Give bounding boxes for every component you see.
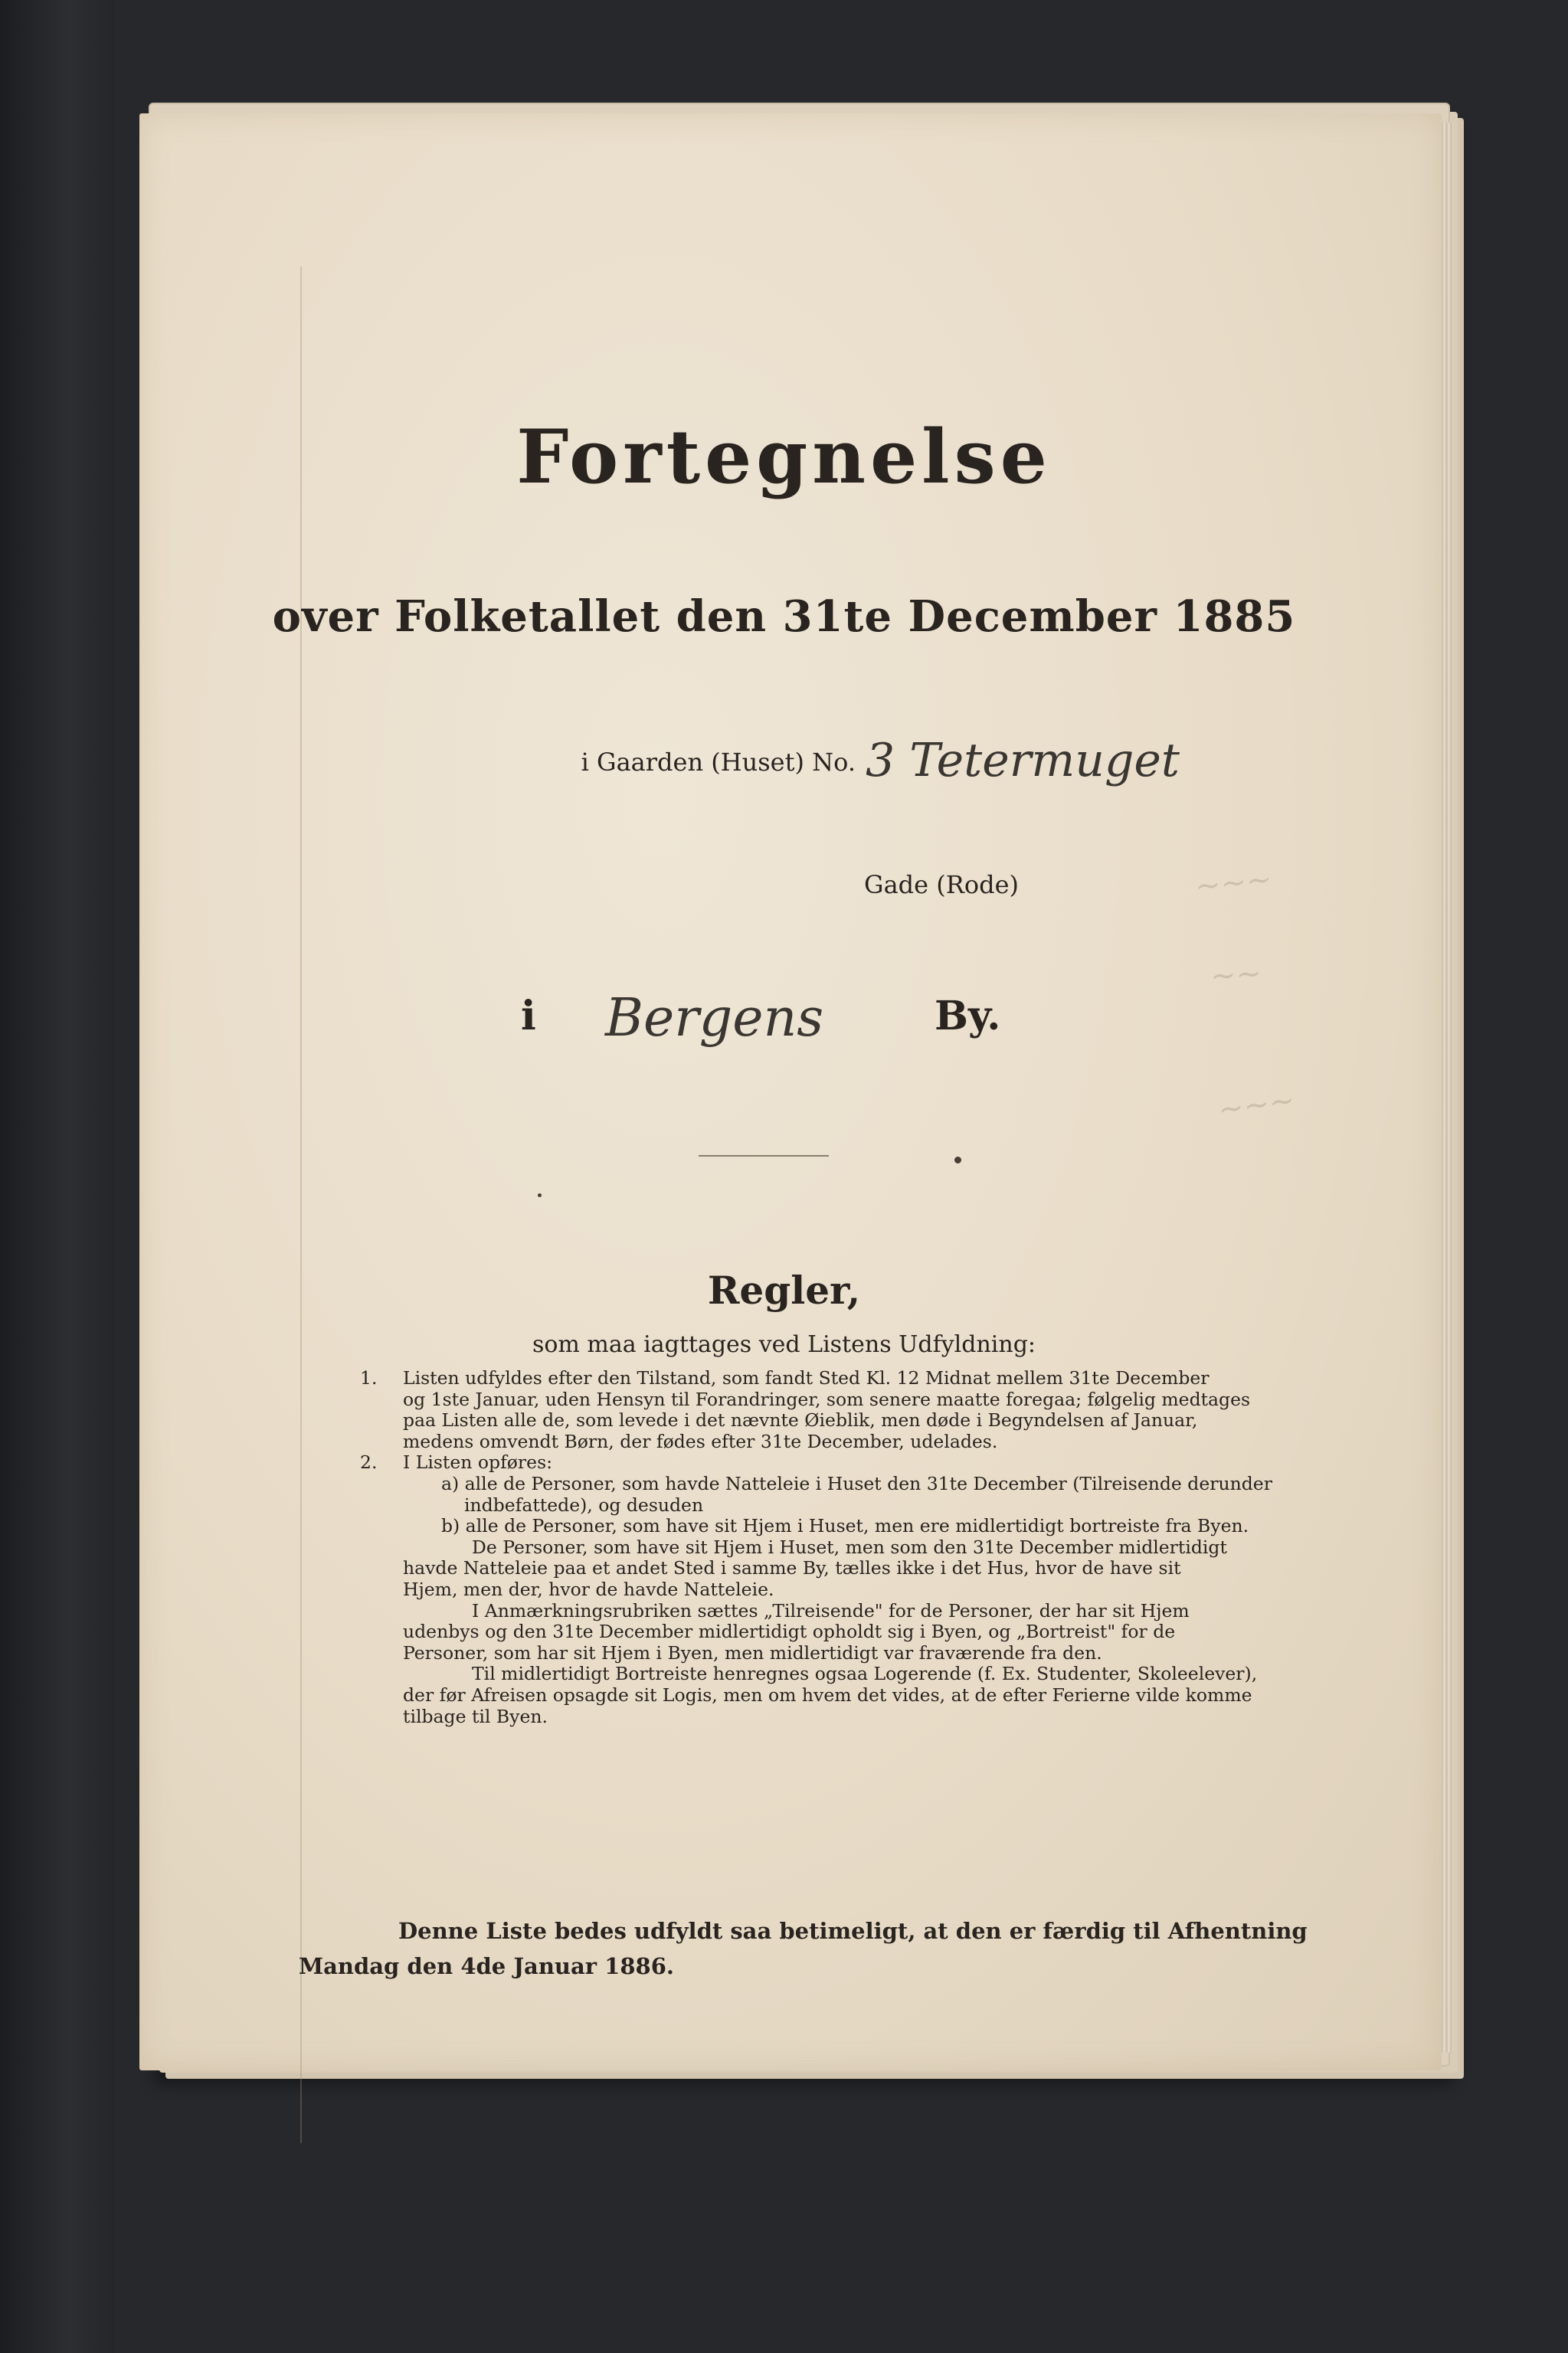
rule-line: og 1ste Januar, uden Hensyn til Forandringer, som senere maatte foregaa; følgelig medtages [403, 1388, 1251, 1410]
page-fold-line [300, 267, 302, 2143]
rule-line: a) alle de Personer, som havde Natteleie i Huset den 31te December (Tilreisende derunder [441, 1473, 1272, 1494]
gaard-handwritten-value: 3 Tetermuget [866, 734, 1180, 787]
gade-label: Gade (Rode) [864, 870, 1019, 899]
bleed-through-mark: ~~~ [1216, 1082, 1298, 1128]
closing-line-2: Mandag den 4de Januar 1886. [299, 1953, 674, 1979]
rule-line: medens omvendt Børn, der fødes efter 31te December, udelades. [403, 1430, 998, 1452]
rule-line: Personer, som har sit Hjem i Byen, men midlertidigt var fraværende fra den. [403, 1641, 1102, 1664]
section-divider [699, 1155, 829, 1157]
rule-line: der før Afreisen opsagde sit Logis, men om hvem det vides, at de efter Ferierne vilde komme [403, 1684, 1252, 1706]
rule-line: havde Natteleie paa et andet Sted i samme By, tælles ikke i det Hus, hvor de have sit [403, 1557, 1181, 1579]
rule-line: paa Listen alle de, som levede i det nævnte Øieblik, men døde i Begyndelsen af Januar, [403, 1409, 1198, 1432]
document-title: Fortegnelse [516, 414, 1052, 500]
rule-line: I Anmærkningsrubriken sættes „Tilreisende" for de Personer, der har sit Hjem [472, 1599, 1190, 1622]
rule-line: indbefattede), og desuden [464, 1494, 704, 1516]
rule-line: Til midlertidigt Bortreiste henregnes ogsaa Logerende (f. Ex. Studenter, Skoleelever), [472, 1663, 1258, 1685]
gaard-label: i Gaarden (Huset) No. [581, 748, 856, 777]
rule-line: tilbage til Byen. [403, 1705, 548, 1727]
rule-line: De Personer, som have sit Hjem i Huset, men som den 31te December midlertidigt [472, 1536, 1227, 1558]
binder-background [0, 0, 115, 2353]
rule-line: Hjem, men der, hvor de havde Natteleie. [403, 1579, 774, 1600]
rule-line: Listen udfyldes efter den Tilstand, som fandt Sted Kl. 12 Midnat mellem 31te December [403, 1367, 1210, 1389]
rule-line: b) alle de Personer, som have sit Hjem i Huset, men ere midlertidigt bortreiste fra Byen. [441, 1515, 1249, 1537]
bleed-through-mark: ~~~ [1193, 861, 1274, 905]
closing-line-1: Denne Liste bedes udfyldt saa betimeligt, at den er færdig til Afhentning [398, 1918, 1308, 1944]
bleed-through-mark: ~~ [1209, 955, 1263, 995]
rules-heading: Regler, [707, 1268, 861, 1313]
document-subtitle: over Folketallet den 31te December 1885 [272, 591, 1296, 642]
by-field [0, 988, 1568, 1057]
by-prefix: i [521, 993, 536, 1039]
rule-line: I Listen opføres: [403, 1451, 553, 1474]
rule-number: 1. [360, 1367, 378, 1389]
rules-subheading: som maa iagttages ved Listens Udfyldning: [532, 1331, 1036, 1358]
gaard-field [0, 734, 1568, 795]
rule-line: udenbys og den 31te December midlertidigt opholdt sig i Byen, og „Bortreist" for de [403, 1621, 1176, 1643]
rule-number: 2. [360, 1451, 378, 1474]
by-suffix: By. [935, 993, 1001, 1039]
ink-dot [538, 1193, 542, 1197]
ink-dot [954, 1157, 961, 1163]
by-handwritten-value: Bergens [605, 988, 824, 1049]
